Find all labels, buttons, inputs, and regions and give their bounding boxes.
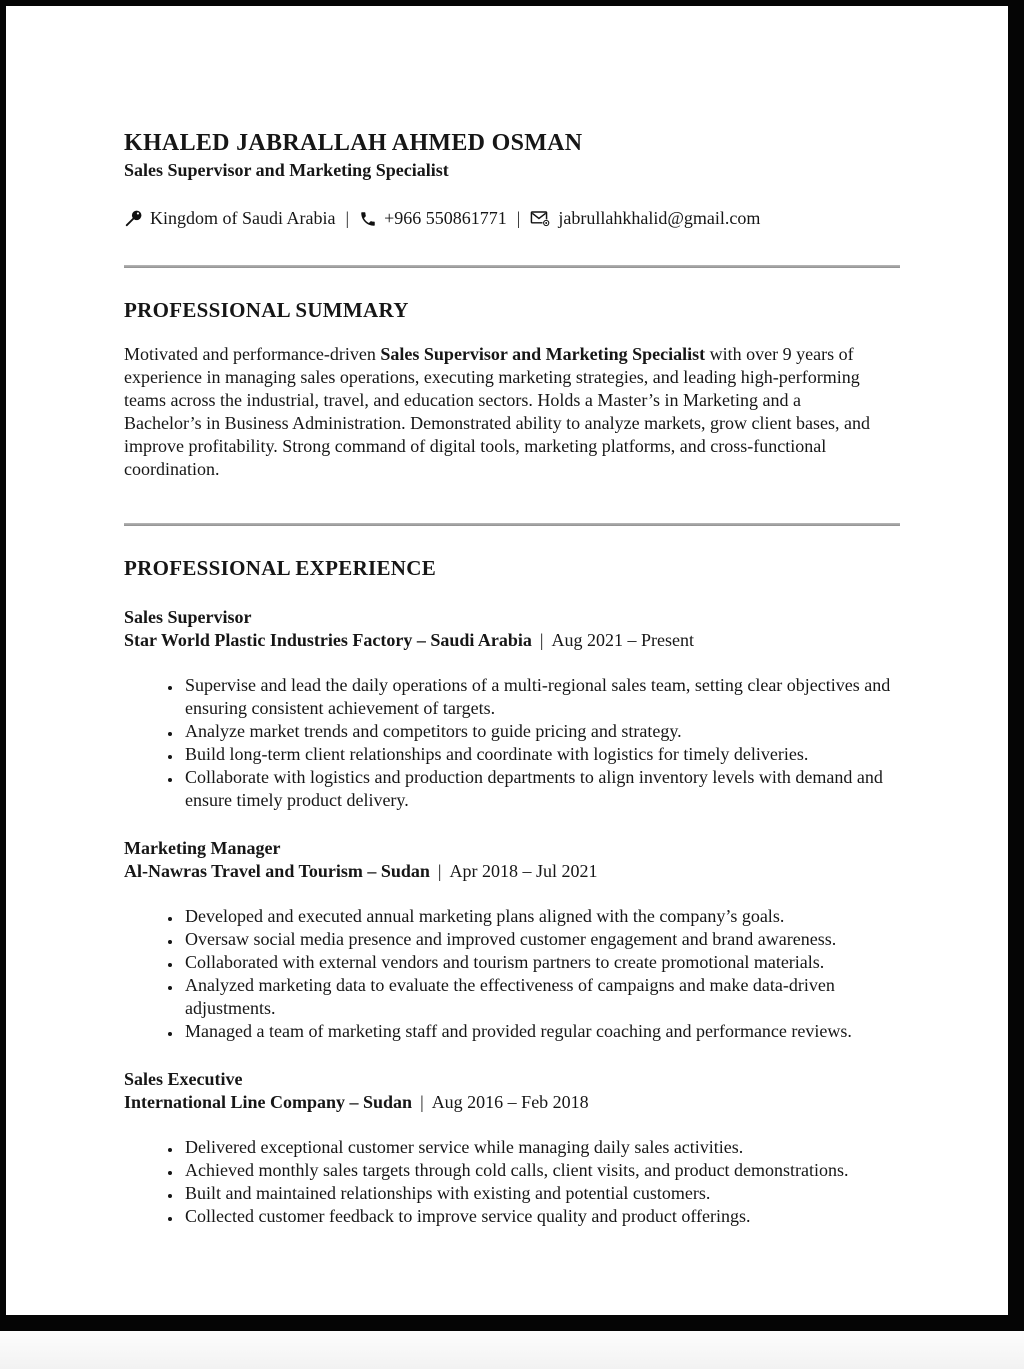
experience-section bbox=[124, 556, 900, 1228]
phone-icon bbox=[359, 210, 377, 228]
contact-separator: | bbox=[345, 208, 350, 228]
contact-location: Kingdom of Saudi Arabia bbox=[150, 208, 336, 228]
bullet-item: • Collaborate with logistics and production departments to align inventory levels with demand and ensure timely product delivery. bbox=[182, 766, 900, 812]
job-company-line bbox=[124, 1091, 900, 1114]
candidate-name: KHALED JABRALLAH AHMED OSMAN bbox=[124, 130, 583, 156]
resume-header bbox=[124, 130, 900, 229]
summary-text-rest: with over 9 years of experience in managing sales operations, executing marketing strategies, and leading high-performing teams across the industrial, travel, and education sectors. Holds a Master’s in Marketing and a Bachelor’s in Business Administration. Demonstrated ability to analyze markets, grow client bases, and improve profitability. Strong command of digital tools, marketing platforms, and cross-functional coordination. bbox=[124, 344, 871, 479]
job-separator: | bbox=[539, 630, 544, 650]
summary-paragraph bbox=[124, 343, 880, 481]
job-dates: Apr 2018 – Jul 2021 bbox=[449, 861, 598, 881]
job-dates: Aug 2021 – Present bbox=[551, 630, 694, 650]
job-title: Sales Supervisor bbox=[124, 607, 252, 627]
bullet-item: • Oversaw social media presence and improved customer engagement and brand awareness. bbox=[182, 928, 900, 951]
job-separator: | bbox=[420, 1092, 424, 1112]
job-bullet-list bbox=[124, 905, 900, 1043]
job-entry-sales-executive bbox=[124, 1068, 900, 1228]
contact-phone: +966 550861771 bbox=[384, 208, 507, 228]
summary-bold-phrase: Sales Supervisor and Marketing Specialist bbox=[380, 344, 706, 364]
email-icon bbox=[530, 209, 551, 228]
job-bullet-list bbox=[124, 1136, 900, 1228]
job-company-line bbox=[124, 860, 900, 883]
job-title: Marketing Manager bbox=[124, 838, 281, 858]
job-separator: | bbox=[437, 861, 442, 881]
job-company: International Line Company – Sudan bbox=[124, 1092, 413, 1112]
section-divider bbox=[124, 265, 900, 268]
job-entry-sales-supervisor bbox=[124, 606, 900, 812]
bullet-item: • Build long-term client relationships and coordinate with logistics for timely deliveries. bbox=[182, 743, 900, 766]
job-title: Sales Executive bbox=[124, 1069, 243, 1089]
bullet-item: • Managed a team of marketing staff and provided regular coaching and performance reviews. bbox=[182, 1020, 900, 1043]
contact-email: jabrullahkhalid@gmail.com bbox=[558, 208, 761, 228]
bullet-item: • Developed and executed annual marketing plans aligned with the company’s goals. bbox=[182, 905, 900, 928]
summary-heading: PROFESSIONAL SUMMARY bbox=[124, 298, 409, 322]
job-company: Al-Nawras Travel and Tourism – Sudan bbox=[124, 861, 430, 881]
job-bullet-list bbox=[124, 674, 900, 812]
summary-section bbox=[124, 298, 900, 481]
pushpin-icon bbox=[124, 209, 143, 228]
bullet-item: • Built and maintained relationships with existing and potential customers. bbox=[182, 1182, 900, 1205]
bullet-item: • Collaborated with external vendors and tourism partners to create promotional materials. bbox=[182, 951, 900, 974]
bullet-item: • Supervise and lead the daily operations of a multi-regional sales team, setting clear objectives and ensuring consistent achievement of targets. bbox=[182, 674, 900, 720]
next-page-preview bbox=[0, 1331, 1024, 1369]
contact-separator: | bbox=[516, 208, 521, 228]
job-company: Star World Plastic Industries Factory – Saudi Arabia bbox=[124, 630, 532, 650]
job-company-line bbox=[124, 629, 900, 652]
job-dates: Aug 2016 – Feb 2018 bbox=[431, 1092, 589, 1112]
resume-page bbox=[6, 6, 1008, 1315]
summary-text-lead: Motivated and performance-driven bbox=[124, 344, 381, 364]
bullet-item: • Analyzed marketing data to evaluate the effectiveness of campaigns and make data-driven adjustments. bbox=[182, 974, 900, 1020]
candidate-title: Sales Supervisor and Marketing Specialist bbox=[124, 160, 449, 180]
bullet-item: • Achieved monthly sales targets through cold calls, client visits, and product demonstrations. bbox=[182, 1159, 900, 1182]
experience-heading: PROFESSIONAL EXPERIENCE bbox=[124, 556, 437, 580]
bullet-item: • Collected customer feedback to improve service quality and product offerings. bbox=[182, 1205, 900, 1228]
bullet-item: • Delivered exceptional customer service while managing daily sales activities. bbox=[182, 1136, 900, 1159]
contact-line bbox=[124, 208, 900, 229]
bullet-item: • Analyze market trends and competitors to guide pricing and strategy. bbox=[182, 720, 900, 743]
section-divider bbox=[124, 523, 900, 526]
job-entry-marketing-manager bbox=[124, 837, 900, 1043]
